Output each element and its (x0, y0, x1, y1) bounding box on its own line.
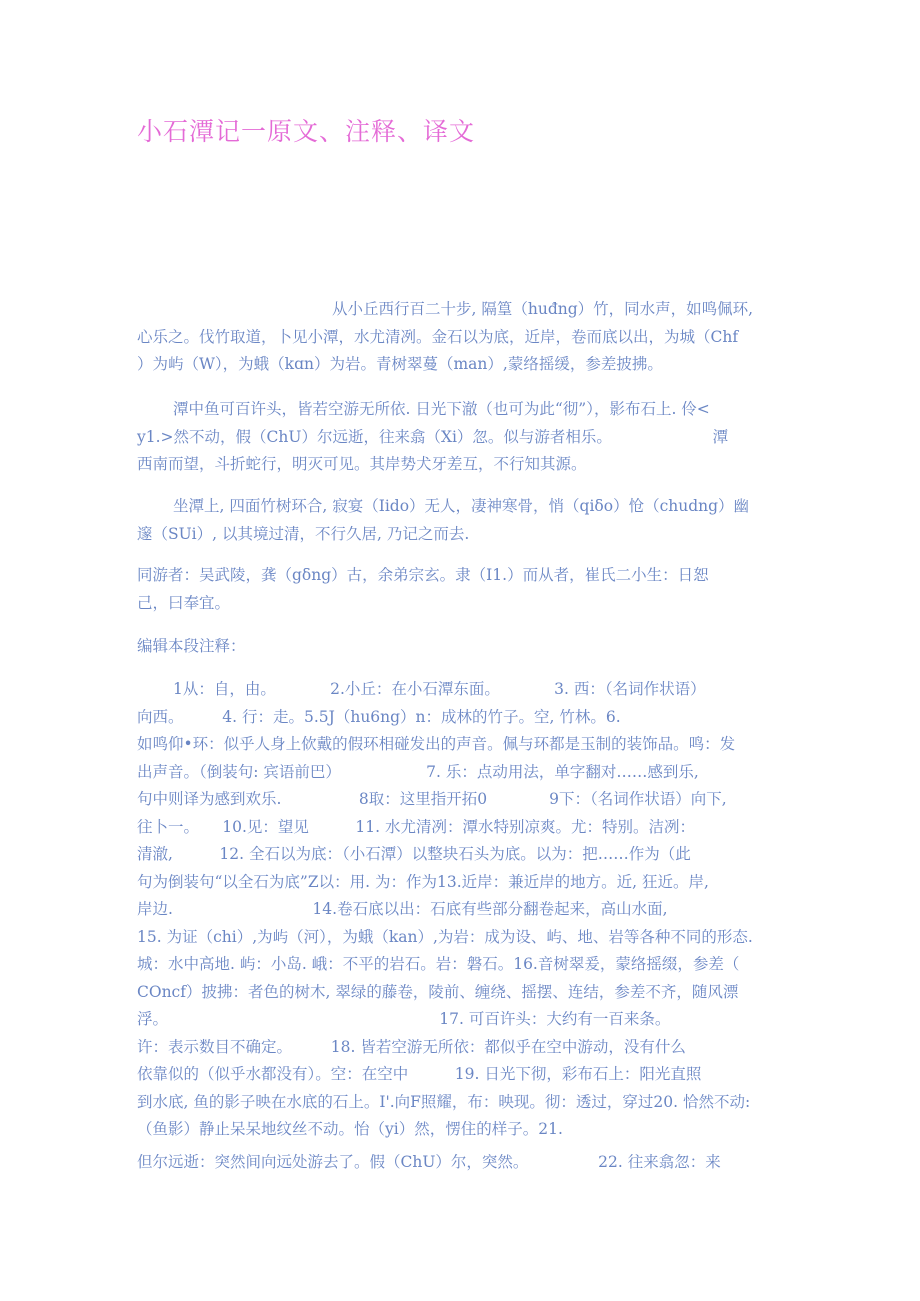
text-line: 从小丘西行百二十步, 隔篁（huđng）竹，同水声，如鸣佩环, (332, 300, 754, 318)
text-line: 坐潭上, 四面竹树环合, 寂宴（Iido）无人，凄神寒骨，悄（qiδo）怆（chudng）幽 (173, 497, 750, 515)
text-line: 岸边. 14.卷石底以出：石底有些部分翻卷起来，高山水面, (137, 900, 668, 918)
paragraph-companions (137, 562, 787, 617)
page-title: 小石潭记一原文、注释、译文 (137, 117, 476, 146)
text-line: 许：表示数目不确定。 18. 皆若空游无所依：都似乎在空中游动，没有什么 (137, 1037, 686, 1056)
text-line: COncf）披拂：者色的树木, 翠绿的藤卷，陵前、缠绕、摇摆、连结，参差不齐，随风漂 (137, 982, 739, 1001)
text-line: 但尔远逝：突然间向远处游去了。假（ChU）尔，突然。 22. 往来翕忽：来 (137, 1152, 721, 1171)
text-line: 出声音。（倒装句: 宾语前巴） 7. 乐：点动用法，单字翻对……感到乐, (137, 762, 699, 781)
text-line: 如鸣仰•环：似乎人身上佽戴的假环相碰发出的声音。佩与环都是玉制的装饰品。鸣：发 (137, 735, 736, 753)
text-line: 西南而望，斗折蛇行，明灭可见。其岸势犬牙差互，不行知其源。 (137, 455, 587, 473)
text-line: 己，曰奉宜。 (137, 593, 231, 612)
text-line: 句中则译为感到欢乐. 8取：这里指开拓0 9下：（名词作状语）向下, (137, 790, 727, 808)
paragraph-original-text-3 (137, 493, 787, 548)
text-line: 清澈, 12. 全石以为底：（小石潭）以整块石头为底。以为：把……作为（此 (137, 845, 691, 863)
text-line: 编辑本段注释： (137, 637, 246, 655)
text-line: 依靠似的（似乎水都没有）。空：在空中 19. 日光下彻，彩布石上：阳光直照 (137, 1065, 702, 1083)
section-heading-notes (137, 633, 787, 661)
text-line: 往卜一。 10.见：望见 11. 水尤清冽：潭水特别凉爽。尤：特别。洁冽： (137, 817, 695, 836)
text-line: 城：水中高地. 屿：小岛. 峨：不平的岩石。岩：磐石。16.音树翠爰，蒙络摇缀，参差（ (137, 955, 740, 973)
text-line: ）为屿（W），为蛾（kɑn）为岩。青树翠蔓（man）,蒙络摇缓，参差披拂。 (137, 355, 663, 373)
text-line: 潭中鱼可百许头，皆若空游无所依. 日光下澈（也可为此“彻”），影布石上. 伶< (173, 400, 710, 418)
text-line: 浮。 17. 可百许头：大约有一百来条。 (137, 1010, 671, 1028)
text-line: （鱼影）静止呆呆地纹丝不动。怡（yi）然，愣住的样子。21. (137, 1120, 563, 1138)
text-line: 到水底, 鱼的影子映在水底的石上。I'.向F照耀，布：映现。彻：透过，穿过20. 恰然不动: (137, 1092, 751, 1111)
text-line: 向西。 4. 行：走。5.5J（hu6ng）n：成林的竹子。空, 竹林。6. (137, 707, 621, 726)
text-line: 15. 为证（chi）,为屿（河），为蛾（kan）,为岩：成为设、屿、地、岩等各种不同的形态. (137, 927, 753, 946)
paragraph-notes (137, 676, 787, 1176)
text-line: 1从：自，由。 2.小丘：在小石潭东面。 3. 西：（名词作状语） (173, 680, 706, 698)
text-line: y1.>然不动，假（ChU）尔远逝，往来翕（Xi）忽。似与游者相乐。 潭 (137, 427, 729, 446)
paragraph-original-text-2 (137, 396, 787, 479)
paragraph-original-text-1 (137, 296, 787, 379)
text-line: 同游者：吴武陵，龚（gδng）古，余弟宗玄。隶（I1.）而从者，崔氏二小生：日恕 (137, 566, 709, 584)
text-line: 邃（SUi）, 以其境过清，不行久居, 乃记之而去. (137, 524, 470, 543)
text-line: 心乐之。伐竹取道，卜见小潭，水尤清冽。金石以为底，近岸，卷而底以出，为城（Chf (137, 327, 739, 346)
text-line: 句为倒装句“以全石为底”Z以：用. 为：作为13.近岸：兼近岸的地方。近, 狂近。岸, (137, 872, 709, 891)
